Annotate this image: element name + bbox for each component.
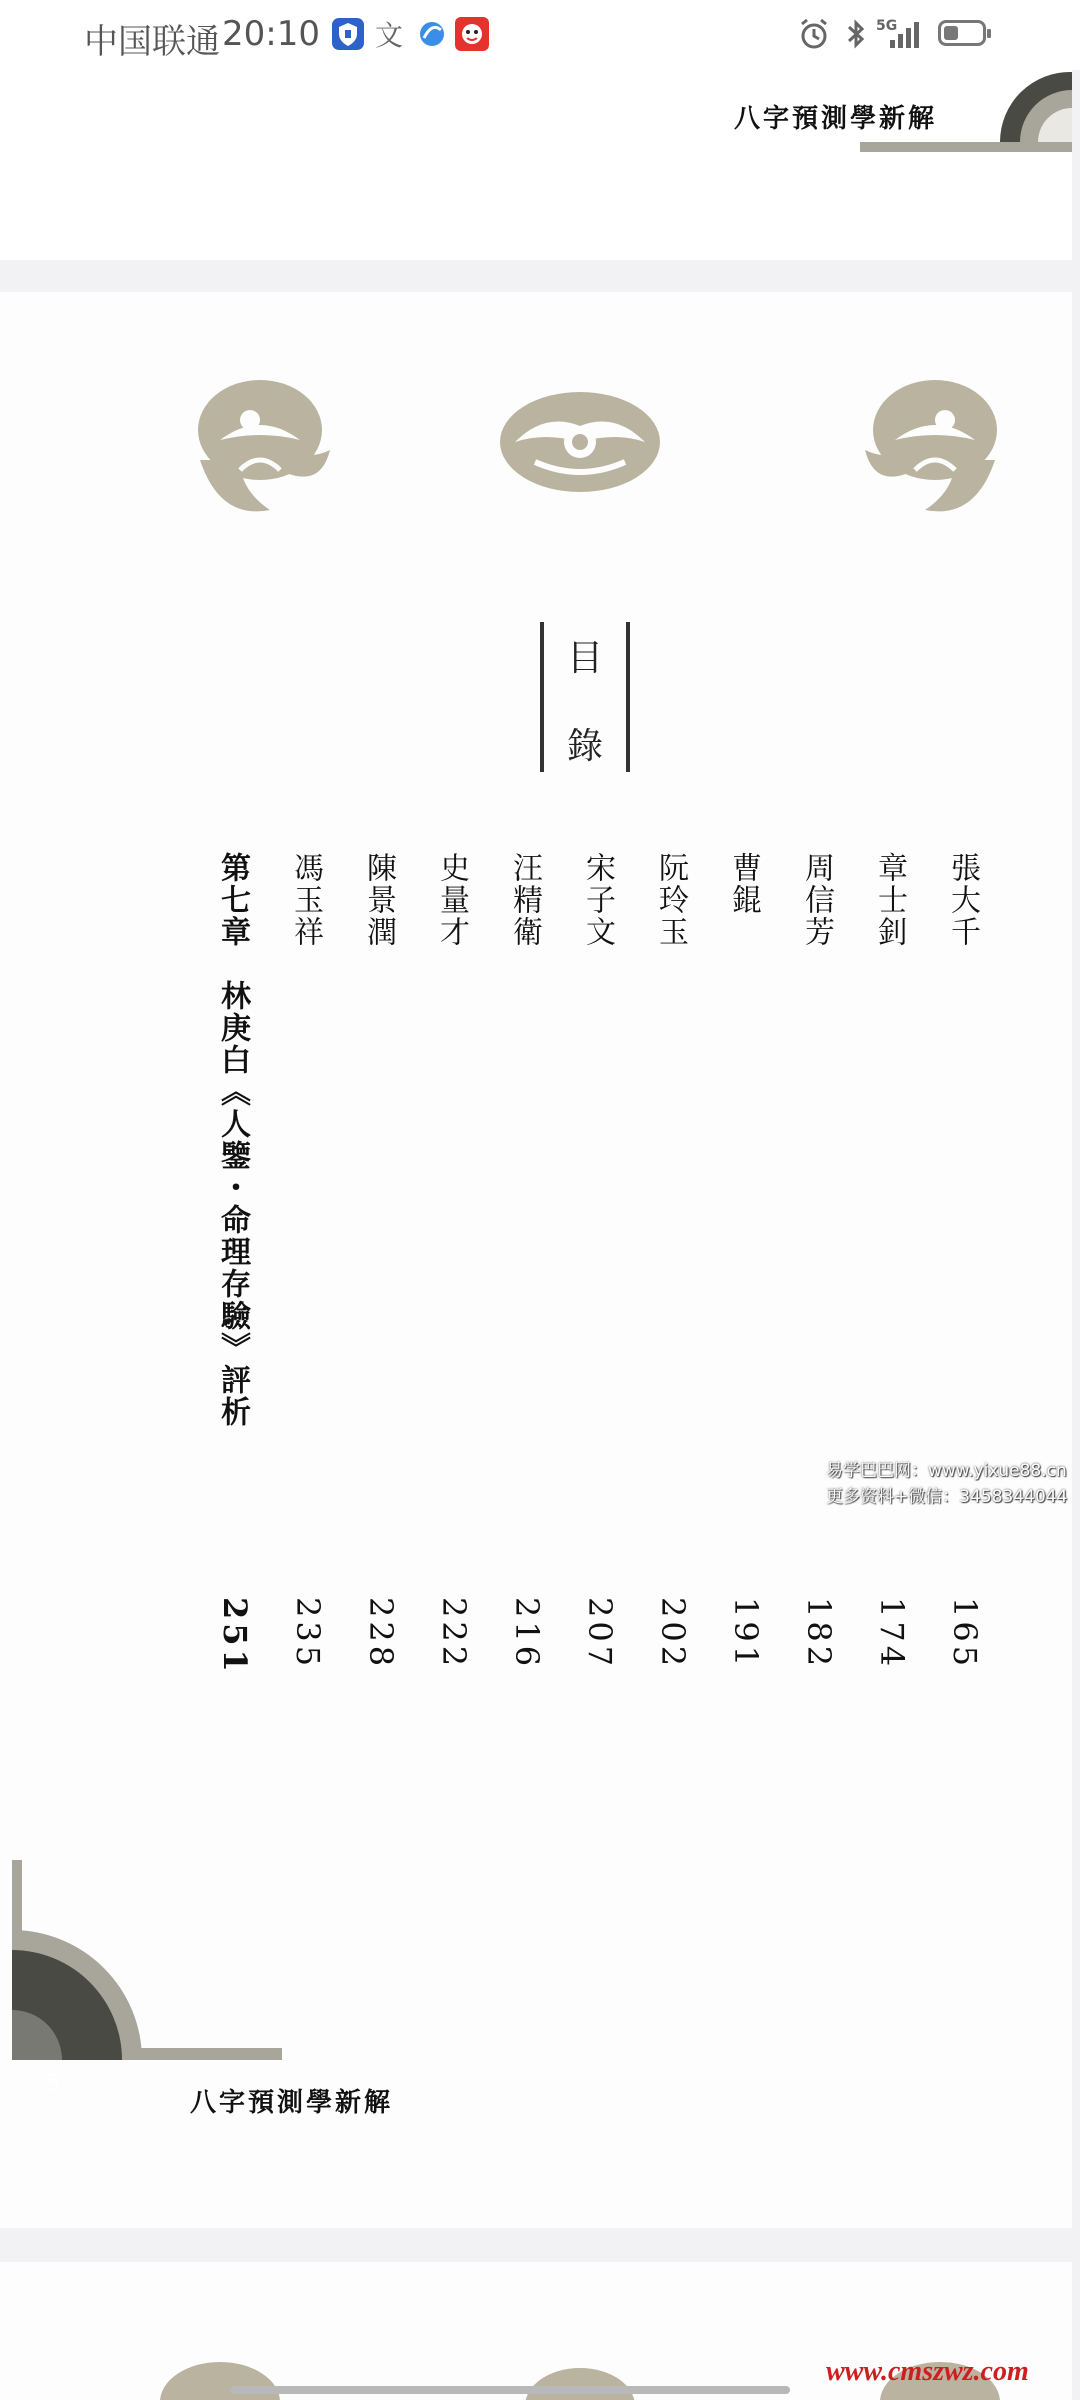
corner-ornament-bottom xyxy=(12,1860,282,2060)
toc-entry[interactable] xyxy=(498,852,546,1752)
toc-entry-chapter[interactable] xyxy=(206,852,254,1752)
network-type-label: 5G xyxy=(876,18,898,34)
mascot-app-icon xyxy=(454,16,490,52)
book-page xyxy=(0,292,1072,2228)
toc-entry[interactable] xyxy=(425,852,473,1752)
scroll-indicator[interactable] xyxy=(230,2386,790,2394)
toc-entry-page: 165 xyxy=(946,1597,984,1671)
corner-ornament-top xyxy=(860,70,1072,160)
toc-entry-name: 第七章 林庚白《人鑒・命理存驗》評析 xyxy=(215,852,250,1428)
toc-entry[interactable] xyxy=(352,852,400,1752)
toc-heading-char-1: 目 xyxy=(566,638,603,679)
toc-entry-name: 史量才 xyxy=(434,852,469,948)
toc-entry-page: 222 xyxy=(435,1597,473,1671)
toc-entry[interactable] xyxy=(790,852,838,1752)
toc-entry-page: 216 xyxy=(508,1597,546,1671)
toc-heading-char-2: 錄 xyxy=(566,726,603,767)
toc-entry-page: 228 xyxy=(362,1597,400,1671)
phoenix-ornament-right xyxy=(855,370,1015,520)
bluetooth-icon xyxy=(838,16,874,52)
svg-text:文: 文 xyxy=(375,19,404,52)
clock: 20:10 xyxy=(222,14,320,54)
toc-entry-page: 202 xyxy=(654,1597,692,1671)
page-number: 5 xyxy=(46,2068,59,2097)
toc-entry[interactable] xyxy=(279,852,327,1752)
status-bar xyxy=(0,0,1080,70)
shield-app-icon xyxy=(330,16,366,52)
toc-entry-page: 174 xyxy=(873,1597,911,1671)
cloud-ornament-center xyxy=(495,382,665,502)
toc-entry[interactable] xyxy=(936,852,984,1752)
site-watermark: www.cmszwz.com xyxy=(826,2356,1029,2387)
text-app-icon xyxy=(372,16,408,52)
watermark-text: 易学巴巴网：www.yixue88.cn 更多资料+微信：3458344044 xyxy=(826,1461,1068,1507)
running-title: 八字預測學新解 xyxy=(734,104,938,134)
toc-entry-name: 阮玲玉 xyxy=(653,852,688,948)
toc-entry-name: 馮玉祥 xyxy=(288,852,323,948)
carrier-label: 中国联通 xyxy=(84,22,220,62)
battery-icon xyxy=(938,20,986,46)
toc-entry-name: 汪精衛 xyxy=(507,852,542,948)
toc-entry-page: 182 xyxy=(800,1597,838,1671)
toc-entry-name: 宋子文 xyxy=(580,852,615,948)
toc-entry-name: 曹錕 xyxy=(726,852,761,916)
toc-entry-name: 章士釗 xyxy=(872,852,907,948)
toc-entry[interactable] xyxy=(717,852,765,1752)
alarm-icon xyxy=(796,16,832,52)
toc-heading xyxy=(540,622,630,772)
toc-entry-page: 207 xyxy=(581,1597,619,1671)
toc-entry-page: 251 xyxy=(216,1597,254,1676)
toc-entry-name: 周信芳 xyxy=(799,852,834,948)
signal-icon xyxy=(878,16,928,52)
toc-entry-page: 191 xyxy=(727,1597,765,1671)
browser-app-icon xyxy=(414,16,450,52)
toc-entry[interactable] xyxy=(863,852,911,1752)
toc-entry-name: 陳景潤 xyxy=(361,852,396,948)
running-title-bottom: 八字預測學新解 xyxy=(190,2088,394,2118)
phoenix-ornament-left xyxy=(180,370,340,520)
toc-entry[interactable] xyxy=(644,852,692,1752)
previous-page xyxy=(0,70,1072,260)
toc-entry[interactable] xyxy=(571,852,619,1752)
toc-entry-name: 張大千 xyxy=(945,852,980,948)
toc-entry-page: 235 xyxy=(289,1597,327,1671)
